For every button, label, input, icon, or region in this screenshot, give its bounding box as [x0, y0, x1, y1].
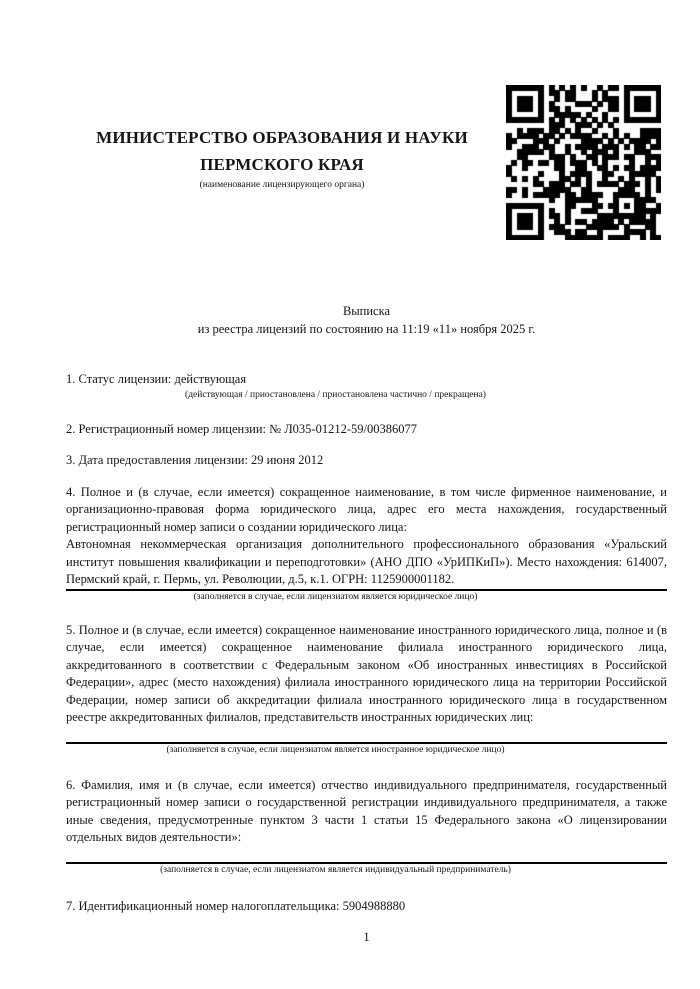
item-7-taxpayer-number: 7. Идентификационный номер налогоплательщика: 5904988880	[66, 898, 406, 913]
authority-name	[66, 124, 498, 178]
item-4-legal-entity-block	[66, 484, 667, 604]
item-6-caption: (заполняется в случае, если лицензиатом является индивидуальный предприниматель)	[160, 864, 511, 875]
authority-name-line2: ПЕРМСКОГО КРАЯ	[200, 155, 364, 174]
document-header	[66, 0, 667, 192]
document-title	[66, 303, 667, 338]
item-2-registration-number: 2. Регистрационный номер лицензии: № Л035-01212-59/00386077	[66, 421, 417, 436]
page-number: 1	[363, 930, 370, 944]
qr-code-icon	[506, 85, 661, 240]
document-title-line1: Выписка	[342, 304, 391, 318]
licensing-authority-block	[66, 0, 498, 192]
item-5-caption: (заполняется в случае, если лицензиатом является иностранное юридическое лицо)	[166, 744, 505, 755]
authority-name-line1: МИНИСТЕРСТВО ОБРАЗОВАНИЯ И НАУКИ	[96, 128, 468, 147]
authority-caption: (наименование лицензирующего органа)	[199, 180, 365, 190]
item-6-label: 6. Фамилия, имя и (в случае, если имеется) отчество индивидуального предпринимателя, государственный регистрационный номер записи о государственной регистрации индивидуального предпринимателя, а также иные сведения, предусмотренные пунктом 3 части 1 статьи 15 Федерального закона «О лицензировании отдельных видов деятельности»:	[66, 777, 667, 844]
item-6-entrepreneur-block	[66, 777, 667, 877]
item-1-license-status: 1. Статус лицензии: действующая	[66, 372, 247, 386]
item-4-value: Автономная некоммерческая организация дополнительного профессионального образования «Уральский институт повышения квалификации и переподготовки» (АНО ДПО «УрИПКиП»). Место нахождения: 614007, Пермский край, г. Пермь, ул. Революции, д.5, к.1. ОГРН: 1125900001182.	[66, 536, 667, 591]
item-6-empty-fill-line	[66, 847, 667, 864]
document-title-line2: из реестра лицензий по состоянию на 11:19 «11» ноября 2025 г.	[197, 321, 536, 336]
item-5-label: 5. Полное и (в случае, если имеется) сокращенное наименование иностранного юридического лица, полное и (в случае, если имеется) сокращенное наименование филиала иностранного юридического лица, аккредитованного в соответствии с Федеральным законом «Об иностранных инвестициях в Российской Федерации», адрес (место нахождения) филиала иностранного юридического лица на территории Российской Федерации, номер записи об аккредитации филиала иностранного юридического лица в государственном реестре аккредитованных филиалов, представительств иностранных юридических лиц:	[66, 622, 667, 724]
item-3-grant-date: 3. Дата предоставления лицензии: 29 июня 2012	[66, 453, 324, 467]
item-5-empty-fill-line	[66, 727, 667, 744]
item-5-foreign-entity-block	[66, 622, 667, 757]
item-4-caption: (заполняется в случае, если лицензиатом является юридическое лицо)	[193, 591, 478, 602]
item-1-caption: (действующая / приостановлена / приостановлена частично / прекращена)	[185, 389, 486, 400]
item-4-label: 4. Полное и (в случае, если имеется) сокращенное наименование, в том числе фирменное наименование, и организационно-правовая форма юридического лица, адрес его места нахождения, государственный регистрационный номер записи о создании юридического лица:	[66, 484, 667, 534]
